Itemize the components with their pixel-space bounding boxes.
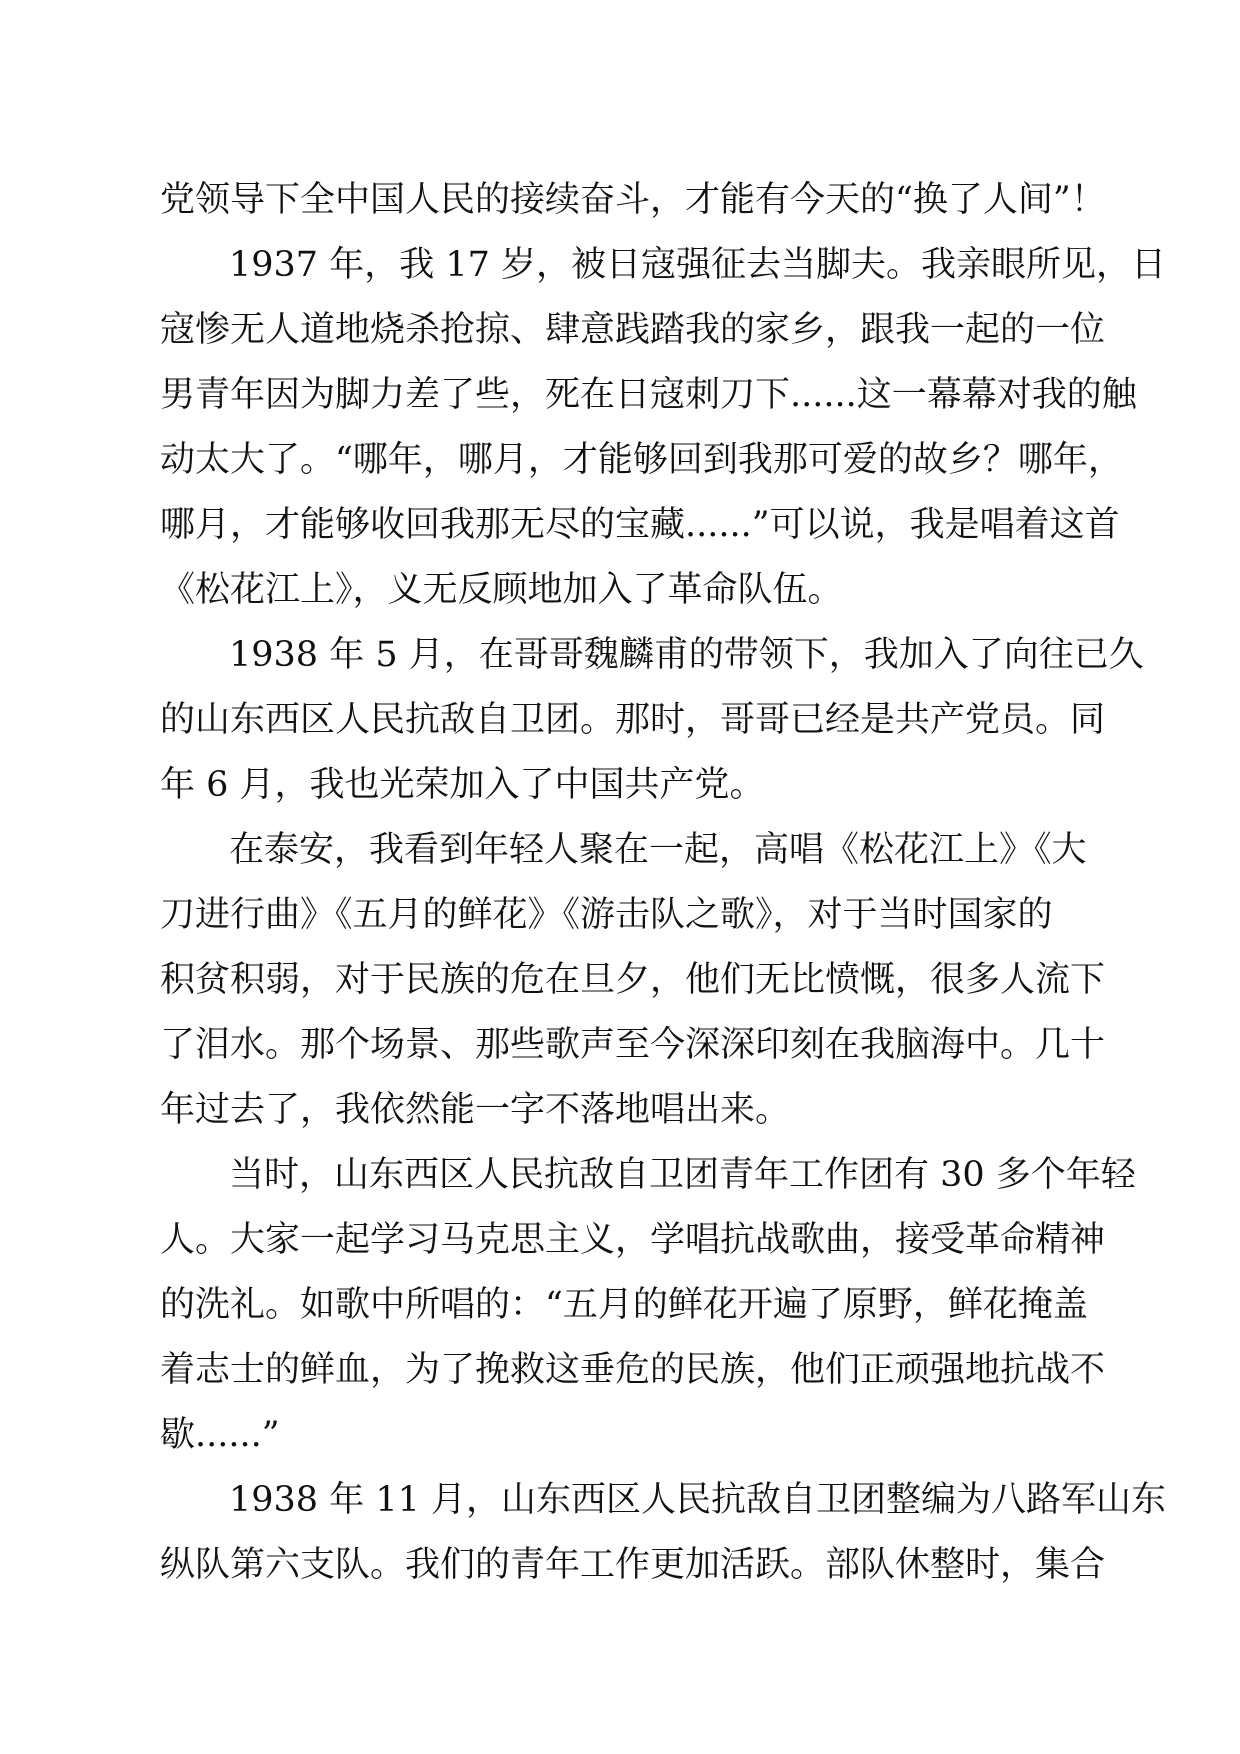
text-line: 《松花江上》，义无反顾地加入了革命队伍。: [160, 570, 843, 610]
text-line: 的山东西区人民抗敌自卫团。那时，哥哥已经是共产党员。同: [160, 700, 1106, 740]
text-line: 党领导下全中国人民的接续奋斗，才能有今天的“换了人间”！: [160, 180, 1106, 220]
text-line: 着志士的鲜血，为了挽救这垂危的民族，他们正顽强地抗战不: [160, 1350, 1106, 1390]
paragraph: [160, 623, 1144, 818]
paragraph: [160, 233, 1166, 623]
paragraph: [160, 1468, 1166, 1598]
text-line: 年 6 月，我也光荣加入了中国共产党。: [160, 765, 765, 805]
text-line: 人。大家一起学习马克思主义，学唱抗战歌曲，接受革命精神: [160, 1220, 1106, 1260]
text-line: 动太大了。“哪年，哪月，才能够回到我那可爱的故乡？哪年，: [160, 440, 1123, 480]
paragraph: [160, 168, 1120, 233]
text-line: 哪月，才能够收回我那无尽的宝藏......”可以说，我是唱着这首: [160, 505, 1120, 545]
paragraph: [160, 1143, 1136, 1468]
text-line: 歇......”: [160, 1415, 280, 1455]
text-line: 1938 年 5 月，在哥哥魏麟甫的带领下，我加入了向往已久: [229, 635, 1144, 675]
text-line: 寇惨无人道地烧杀抢掠、肆意践踏我的家乡，跟我一起的一位: [160, 310, 1106, 350]
text-line: 当时，山东西区人民抗敌自卫团青年工作团有 30 多个年轻: [229, 1155, 1136, 1195]
text-line: 1938 年 11 月，山东西区人民抗敌自卫团整编为八路军山东: [229, 1480, 1166, 1520]
document-page: [160, 168, 1166, 1598]
paragraph: [160, 818, 1120, 1143]
text-line: 刀进行曲》《五月的鲜花》《游击队之歌》，对于当时国家的: [160, 895, 1053, 935]
text-line: 了泪水。那个场景、那些歌声至今深深印刻在我脑海中。几十: [160, 1025, 1106, 1065]
text-line: 1937 年，我 17 岁，被日寇强征去当脚夫。我亲眼所见，日: [229, 245, 1166, 285]
text-line: 男青年因为脚力差了些，死在日寇刺刀下......这一幕幕对我的触: [160, 375, 1137, 415]
text-line: 纵队第六支队。我们的青年工作更加活跃。部队休整时，集合: [160, 1545, 1106, 1585]
text-line: 的洗礼。如歌中所唱的：“五月的鲜花开遍了原野，鲜花掩盖: [160, 1285, 1088, 1325]
text-line: 积贫积弱，对于民族的危在旦夕，他们无比愤慨，很多人流下: [160, 960, 1106, 1000]
text-line: 在泰安，我看到年轻人聚在一起，高唱《松花江上》《大: [229, 830, 1087, 870]
text-line: 年过去了，我依然能一字不落地唱出来。: [160, 1090, 791, 1130]
